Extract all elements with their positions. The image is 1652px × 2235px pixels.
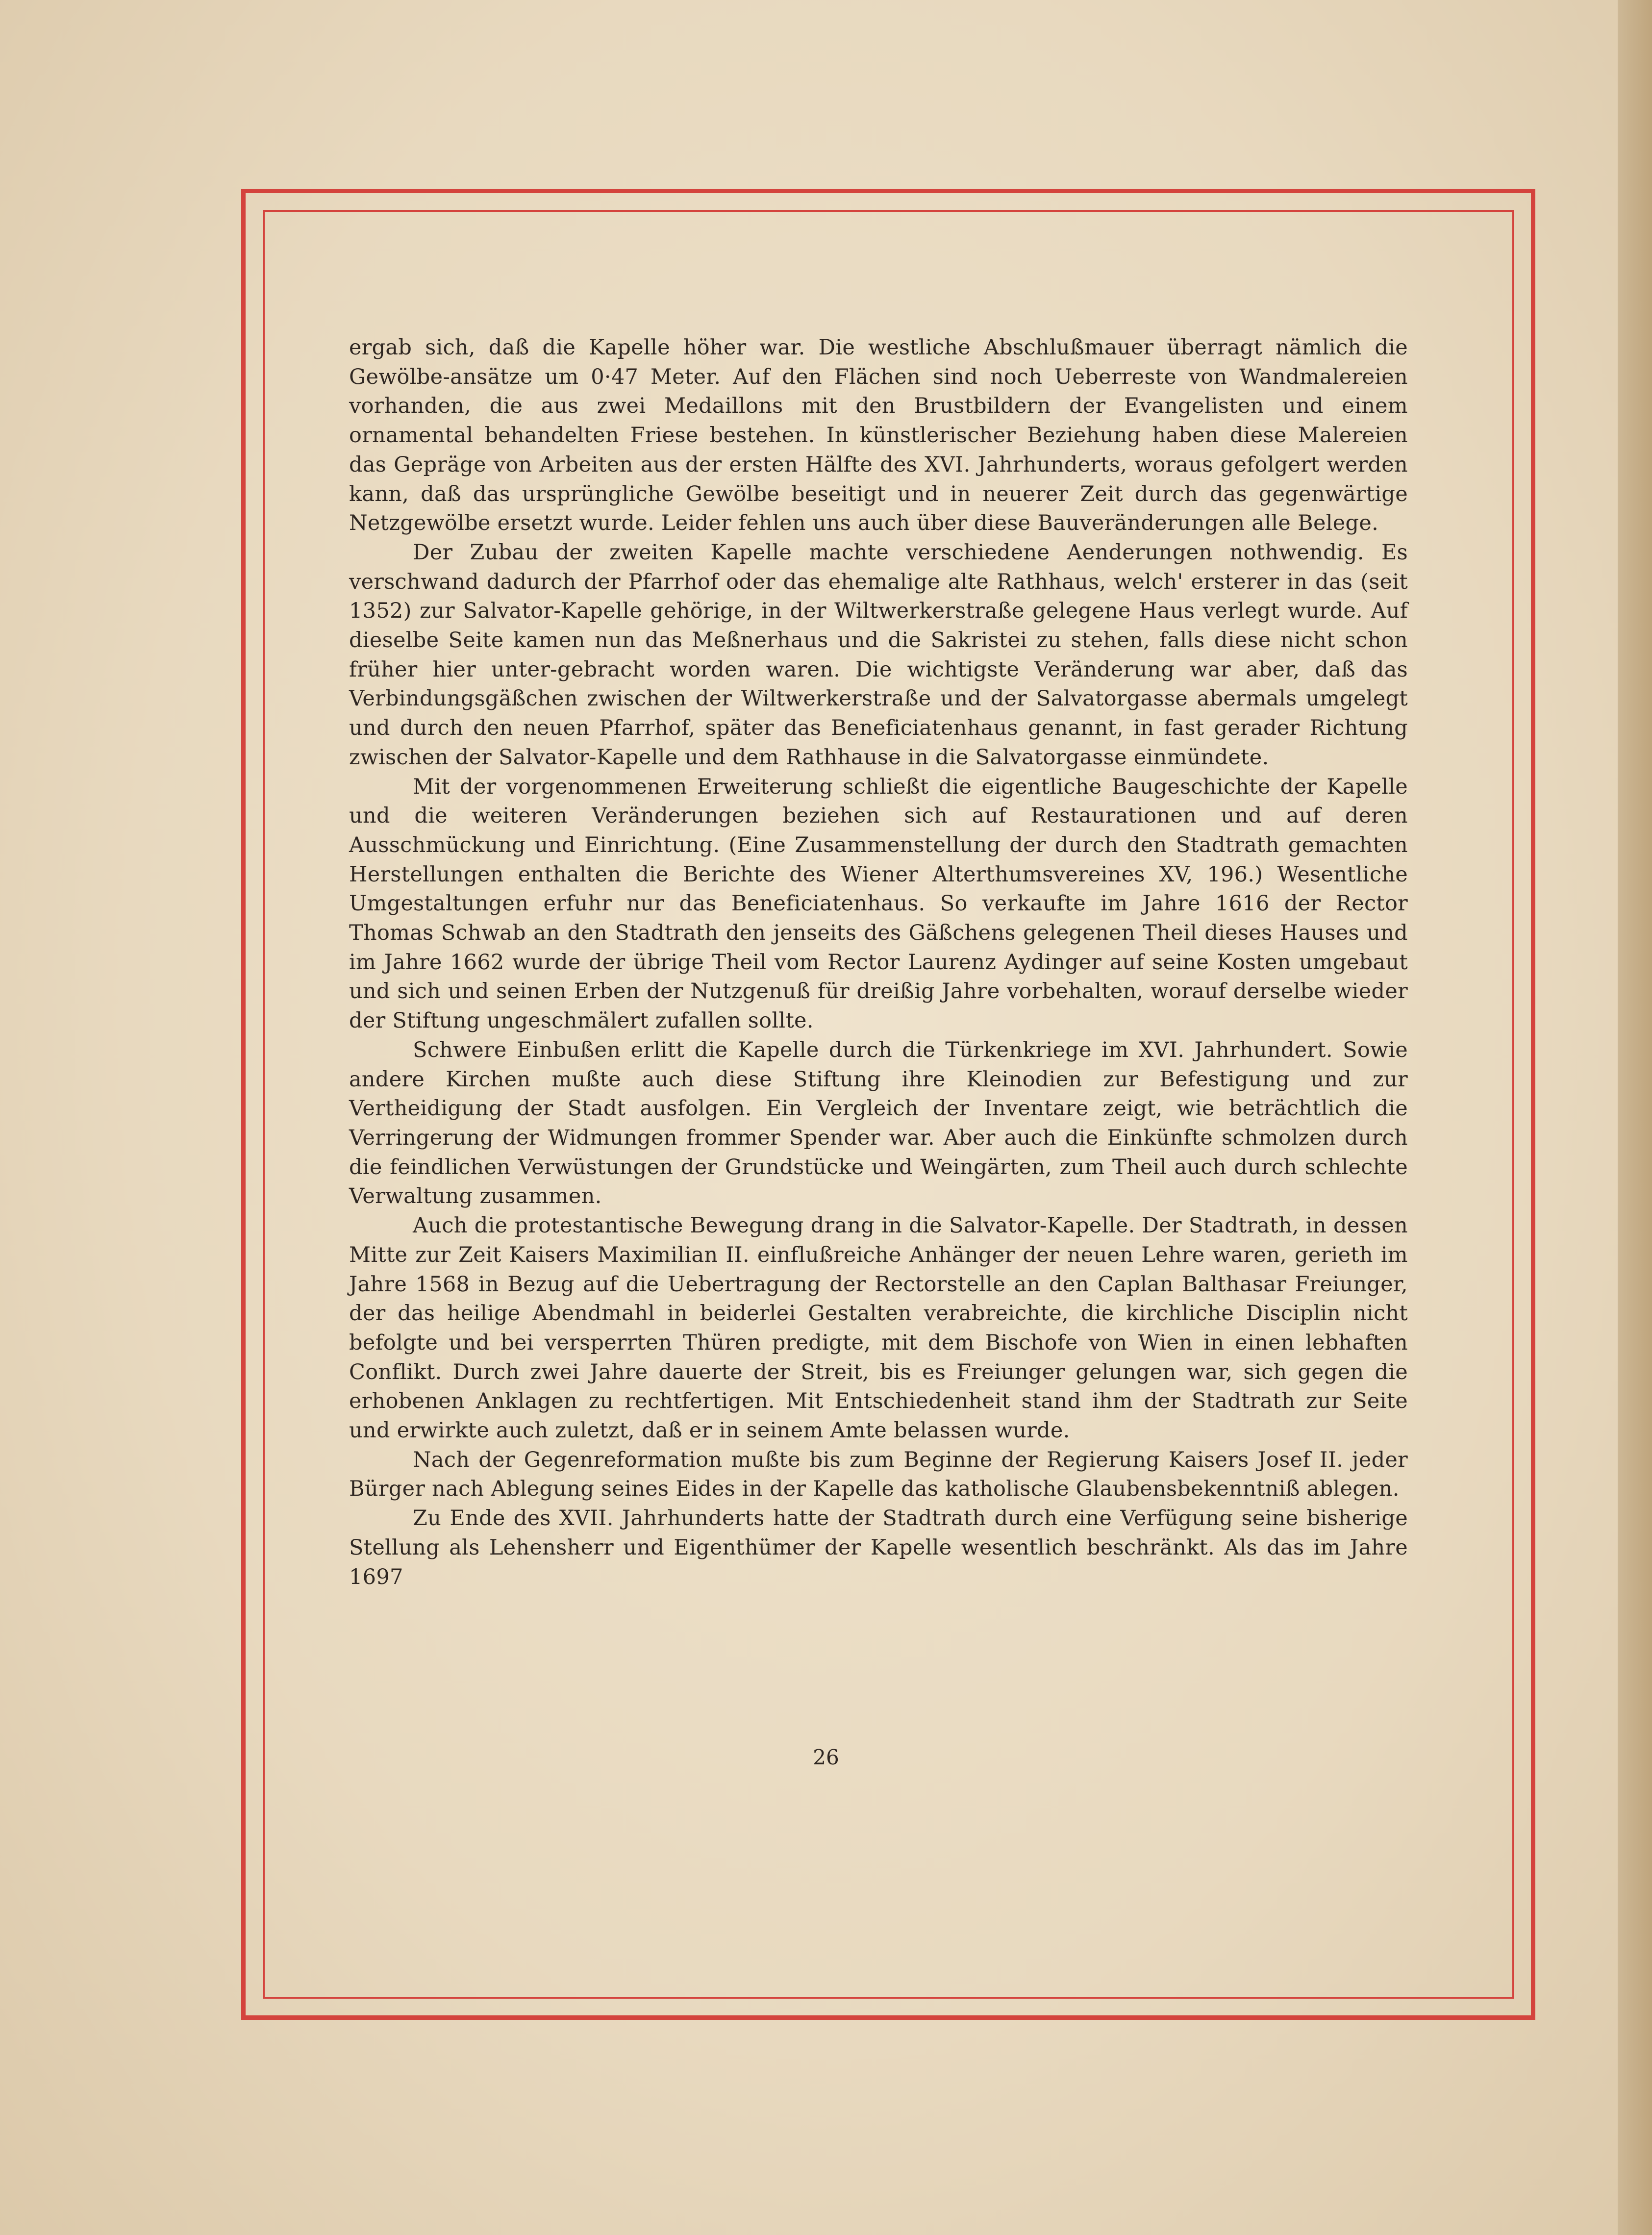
paragraph: Der Zubau der zweiten Kapelle machte verschiedene Aenderungen nothwendig. Es verschwand dadurch der Pfarrhof oder das ehemalige alte Rathhaus, welch' ersterer in das (seit 1352) zur Salvator-Kapelle gehörige, in der Wiltwerkerstraße gelegene Haus verlegt wurde. Auf dieselbe Seite kamen nun das Meßnerhaus und die Sakristei zu stehen, falls diese nicht schon früher hier unter-gebracht worden waren. Die wichtigste Veränderung war aber, daß das Verbindungsgäßchen zwischen der Wiltwerkerstraße und der Salvatorgasse abermals umgelegt und durch den neuen Pfarrhof, später das Beneficiatenhaus genannt, in fast gerader Richtung zwischen der Salvator-Kapelle und dem Rathhause in die Salvatorgasse einmündete. [349,540,1408,770]
paragraph: Mit der vorgenommenen Erweiterung schließt die eigentliche Baugeschichte der Kapelle und die weiteren Veränderungen beziehen sich auf Restaurationen und auf deren Ausschmückung und Einrichtung. (Eine Zusammenstellung der durch den Stadtrath gemachten Herstellungen enthalten die Berichte des Wiener Alterthumsvereines XV, 196.) Wesentliche Umgestaltungen erfuhr nur das Beneficiatenhaus. So verkaufte im Jahre 1616 der Rector Thomas Schwab an den Stadtrath den jenseits des Gäßchens gelegenen Theil dieses Hauses und im Jahre 1662 wurde der übrige Theil vom Rector Laurenz Aydinger auf seine Kosten umgebaut und sich und seinen Erben der Nutzgenuß für dreißig Jahre vorbehalten, worauf derselbe wieder der Stiftung ungeschmälert zufallen sollte. [349,774,1408,1033]
paragraph: ergab sich, daß die Kapelle höher war. Die westliche Abschlußmauer überragt nämlich die Gewölbe-ansätze um 0·47 Meter. Auf den Flächen sind noch Ueberreste von Wandmalereien vorhanden, die aus zwei Medaillons mit den Brustbildern der Evangelisten und einem ornamental behandelten Friese bestehen. In künstlerischer Beziehung haben diese Malereien das Gepräge von Arbeiten aus der ersten Hälfte des XVI. Jahrhunderts, woraus gefolgert werden kann, daß das ursprüngliche Gewölbe beseitigt und in neuerer Zeit durch das gegenwärtige Netzgewölbe ersetzt wurde. Leider fehlen uns auch über diese Bauveränderungen alle Belege. [349,335,1408,536]
body-text [349,333,1408,1592]
page-number: 26 [813,1745,839,1769]
paragraph: Auch die protestantische Bewegung drang in die Salvator-Kapelle. Der Stadtrath, in dessen Mitte zur Zeit Kaisers Maximilian II. einflußreiche Anhänger der neuen Lehre waren, gerieth im Jahre 1568 in Bezug auf die Uebertragung der Rectorstelle an den Caplan Balthasar Freiunger, der das heilige Abendmahl in beiderlei Gestalten verabreichte, die kirchliche Disciplin nicht befolgte und bei versperrten Thüren predigte, mit dem Bischofe von Wien in einen lebhaften Conflikt. Durch zwei Jahre dauerte der Streit, bis es Freiunger gelungen war, sich gegen die erhobenen Anklagen zu rechtfertigen. Mit Entschiedenheit stand ihm der Stadtrath zur Seite und erwirkte auch zuletzt, daß er in seinem Amte belassen wurde. [349,1213,1408,1443]
paragraph: Schwere Einbußen erlitt die Kapelle durch die Türkenkriege im XVI. Jahrhundert. Sowie andere Kirchen mußte auch diese Stiftung ihre Kleinodien zur Befestigung und zur Vertheidigung der Stadt ausfolgen. Ein Vergleich der Inventare zeigt, wie beträchtlich die Verringerung der Widmungen frommer Spender war. Aber auch die Einkünfte schmolzen durch die feindlichen Verwüstungen der Grundstücke und Weingärten, zum Theil auch durch schlechte Verwaltung zusammen. [349,1037,1408,1209]
page-edge [1618,0,1652,2235]
paragraph: Nach der Gegenreformation mußte bis zum Beginne der Regierung Kaisers Josef II. jeder Bürger nach Ablegung seines Eides in der Kapelle das katholische Glaubensbekenntniß ablegen. [349,1447,1408,1502]
paragraph: Zu Ende des XVII. Jahrhunderts hatte der Stadtrath durch eine Verfügung seine bisherige Stellung als Lehensherr und Eigenthümer der Kapelle wesentlich beschränkt. Als das im Jahre 1697 [349,1506,1408,1589]
